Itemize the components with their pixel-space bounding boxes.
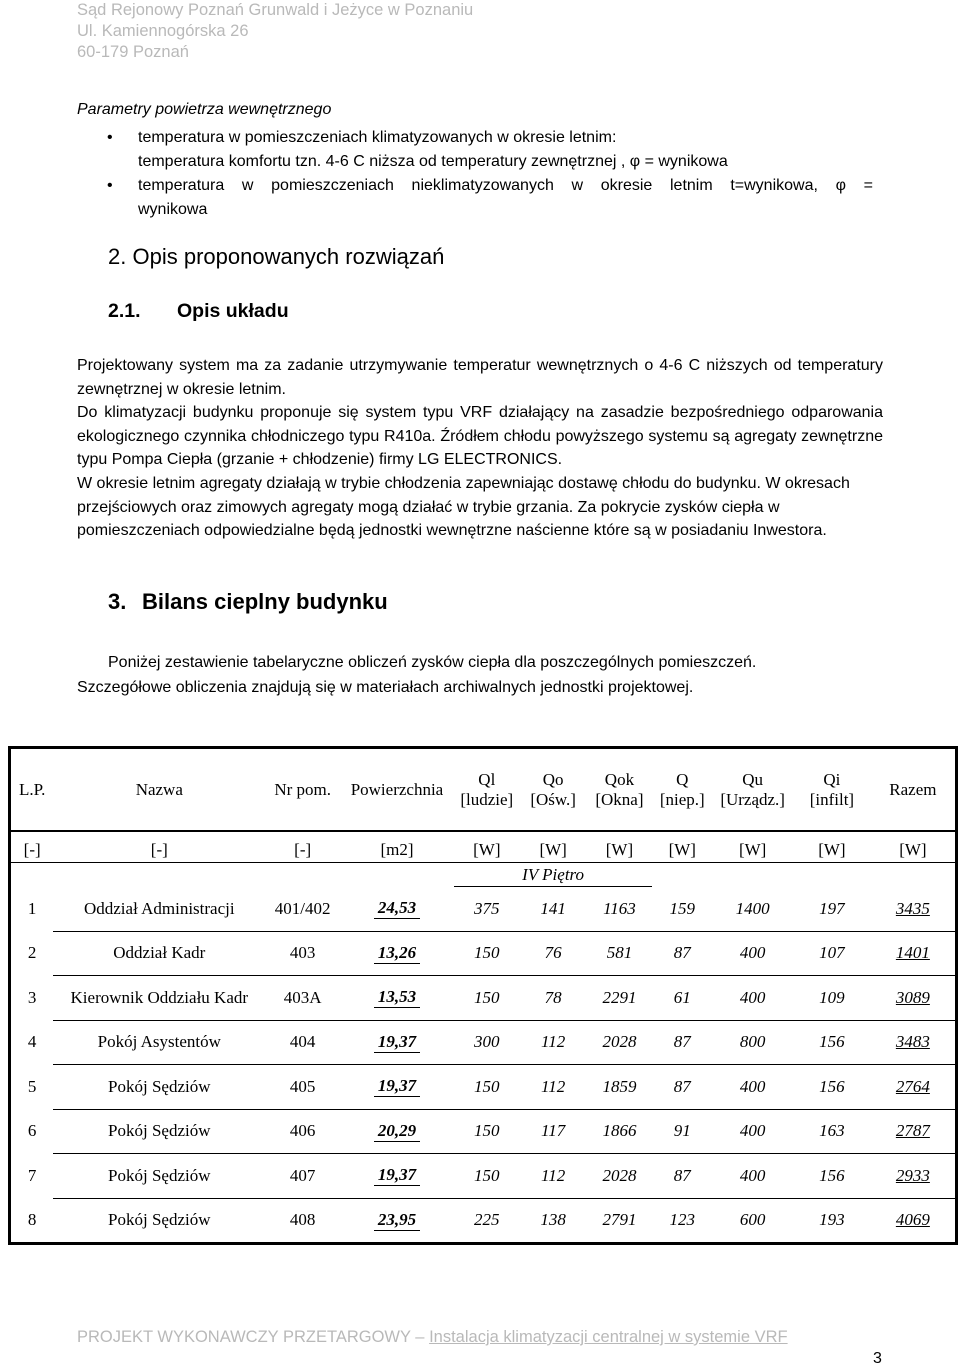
column-header xyxy=(793,748,871,832)
page-footer xyxy=(77,1328,788,1347)
cell-qo: 112 xyxy=(520,1020,587,1065)
paragraph: Do klimatyzacji budynku proponuje się system typu VRF działający na zasadzie bezpośredniego odparowania ekologicznego czynnika chłodniczego typu R410a. Źródłem chłodu powyższego systemu są agregaty zewnętrzne typu Pompa Ciepła (grzanie + chłodzenie) firmy LG ELECTRONICS. xyxy=(77,404,883,469)
header-city: 60-179 Poznań xyxy=(77,43,189,61)
section-title: Bilans cieplny budynku xyxy=(142,589,388,614)
cell-qi: 163 xyxy=(793,1109,871,1154)
table-row xyxy=(10,1198,957,1244)
cell-qo: 117 xyxy=(520,1109,587,1154)
unit-cell: [W] xyxy=(587,831,653,863)
cell-sum: 3435 xyxy=(871,887,957,932)
cell-area-value: 13,26 xyxy=(374,943,420,964)
cell-q: 61 xyxy=(652,976,712,1021)
cell-area-value: 19,37 xyxy=(374,1165,420,1186)
cell-sum: 3483 xyxy=(871,1020,957,1065)
cell-qu: 600 xyxy=(712,1198,793,1244)
cell-ql: 150 xyxy=(454,976,520,1021)
list-item xyxy=(77,174,873,222)
column-header xyxy=(53,748,265,832)
indoor-params-list xyxy=(77,126,873,222)
spacer-cell xyxy=(712,863,793,887)
cell-qo: 138 xyxy=(520,1198,587,1244)
cell-q: 87 xyxy=(652,1065,712,1110)
cell-room-number: 406 xyxy=(265,1109,340,1154)
spacer-cell xyxy=(10,863,54,887)
paragraph: Projektowany system ma za zadanie utrzymywanie temperatur wewnętrznych o 4-6 C niższych od temperatury zewnętrznej w okresie letnim. xyxy=(77,357,883,398)
column-header-label: Ql xyxy=(478,769,496,789)
column-header xyxy=(652,748,712,832)
paragraph: W okresie letnim agregaty działają w trybie chłodzenia zapewniając dostawę chłodu do budynku. W okresach przejściowych oraz zimowych agregaty mogą działać w trybie grzania. Za pokrycie zysków ciepła w pomieszczeniach odpowiedzialne będą jednostki wewnętrzne naścienne które są w posiadaniu Inwestora. xyxy=(77,474,850,540)
cell-qu: 400 xyxy=(712,931,793,976)
cell-area-value: 24,53 xyxy=(374,898,420,919)
cell-area xyxy=(340,1198,454,1244)
column-header-label: Qok xyxy=(604,769,635,789)
column-header-sublabel: [Okna] xyxy=(595,789,644,809)
cell-room-number: 403A xyxy=(265,976,340,1021)
column-header xyxy=(340,748,454,832)
cell-ql: 150 xyxy=(454,1065,520,1110)
cell-ql: 225 xyxy=(454,1198,520,1244)
footer-project: PROJEKT WYKONAWCZY PRZETARGOWY xyxy=(77,1328,411,1346)
spacer-cell xyxy=(53,863,265,887)
cell-qok: 1866 xyxy=(587,1109,653,1154)
unit-cell: [W] xyxy=(712,831,793,863)
column-header xyxy=(265,748,340,832)
cell-q: 91 xyxy=(652,1109,712,1154)
cell-qok: 2028 xyxy=(587,1154,653,1199)
bullet-text-line: wynikowa xyxy=(138,201,208,218)
footer-title: Instalacja klimatyzacji centralnej w systemie VRF xyxy=(429,1328,788,1346)
cell-lp: 1 xyxy=(27,898,37,918)
column-header-sublabel: [Ośw.] xyxy=(530,789,576,809)
cell-area xyxy=(340,1109,454,1154)
cell-area xyxy=(340,1154,454,1199)
cell-ql: 375 xyxy=(454,887,520,932)
bullet-text-line: temperatura komfortu tzn. 4-6 C niższa od temperatury zewnętrznej , φ = wynikowa xyxy=(138,153,728,170)
table-row xyxy=(10,1109,957,1154)
bullet-icon: • xyxy=(107,129,113,146)
cell-sum: 1401 xyxy=(871,931,957,976)
cell-name: Pokój Asystentów xyxy=(53,1020,265,1065)
cell-name: Pokój Sędziów xyxy=(53,1198,265,1244)
section-number: 2. xyxy=(108,244,127,269)
cell-area-value: 23,95 xyxy=(374,1210,420,1231)
cell-qo: 76 xyxy=(520,931,587,976)
cell-ql: 150 xyxy=(454,1109,520,1154)
cell-room-number: 403 xyxy=(265,931,340,976)
cell-qok: 581 xyxy=(587,931,653,976)
cell-lp: 5 xyxy=(27,1076,37,1096)
footer-separator: – xyxy=(415,1328,425,1346)
cell-qok: 2028 xyxy=(587,1020,653,1065)
column-header-label: Q xyxy=(676,769,689,789)
cell-sum: 2764 xyxy=(871,1065,957,1110)
cell-qu: 400 xyxy=(712,1109,793,1154)
table-floor-row xyxy=(10,863,957,887)
spacer-cell xyxy=(265,863,340,887)
cell-qo: 112 xyxy=(520,1154,587,1199)
cell-name: Pokój Sędziów xyxy=(53,1109,265,1154)
spacer-cell xyxy=(340,863,454,887)
section-heading-3 xyxy=(108,589,388,615)
cell-sum: 2933 xyxy=(871,1154,957,1199)
cell-qu: 400 xyxy=(712,1154,793,1199)
cell-qok: 2791 xyxy=(587,1198,653,1244)
table-row xyxy=(10,1154,957,1199)
table-row xyxy=(10,931,957,976)
unit-cell: [-] xyxy=(265,831,340,863)
section-number: 2.1. xyxy=(108,300,141,322)
column-header-label: Qu xyxy=(742,769,764,789)
column-header-label: Powierzchnia xyxy=(350,779,444,799)
unit-cell: [-] xyxy=(10,831,54,863)
cell-lp: 6 xyxy=(27,1121,37,1141)
cell-ql: 150 xyxy=(454,931,520,976)
heat-balance-intro xyxy=(77,650,883,700)
section-heading-2-1 xyxy=(108,300,289,323)
section-heading-2 xyxy=(108,244,444,270)
table-row xyxy=(10,976,957,1021)
cell-qi: 156 xyxy=(793,1020,871,1065)
cell-q: 159 xyxy=(652,887,712,932)
column-header-sublabel: [ludzie] xyxy=(460,789,514,809)
paragraph: Szczegółowe obliczenia znajdują się w materiałach archiwalnych jednostki projektowej. xyxy=(77,679,694,696)
cell-name: Pokój Sędziów xyxy=(53,1154,265,1199)
bullet-text-line: temperatura w pomieszczeniach nieklimatyzowanych w okresie letnim t=wynikowa, φ = xyxy=(138,177,873,194)
cell-area-value: 19,37 xyxy=(374,1076,420,1097)
cell-name: Oddział Administracji xyxy=(53,887,265,932)
cell-lp: 7 xyxy=(27,1165,37,1185)
cell-q: 87 xyxy=(652,1020,712,1065)
cell-qok: 2291 xyxy=(587,976,653,1021)
unit-cell: [-] xyxy=(53,831,265,863)
table-row xyxy=(10,1020,957,1065)
column-header xyxy=(454,748,520,832)
cell-qu: 1400 xyxy=(712,887,793,932)
unit-cell: [W] xyxy=(520,831,587,863)
page-header xyxy=(77,0,473,63)
cell-room-number: 407 xyxy=(265,1154,340,1199)
cell-area xyxy=(340,931,454,976)
heat-balance-table xyxy=(8,746,958,1245)
cell-q: 87 xyxy=(652,1154,712,1199)
cell-sum: 4069 xyxy=(871,1198,957,1244)
table-units-row xyxy=(10,831,957,863)
cell-qo: 112 xyxy=(520,1065,587,1110)
spacer-cell xyxy=(793,863,871,887)
unit-cell: [W] xyxy=(454,831,520,863)
cell-area xyxy=(340,1020,454,1065)
column-header xyxy=(712,748,793,832)
cell-room-number: 405 xyxy=(265,1065,340,1110)
cell-q: 87 xyxy=(652,931,712,976)
cell-qi: 156 xyxy=(793,1065,871,1110)
column-header xyxy=(871,748,957,832)
indoor-params-title: Parametry powietrza wewnętrznego xyxy=(77,101,332,118)
unit-cell: [W] xyxy=(793,831,871,863)
cell-room-number: 408 xyxy=(265,1198,340,1244)
bullet-icon: • xyxy=(107,177,113,194)
header-street: Ul. Kamiennogórska 26 xyxy=(77,22,249,40)
cell-qu: 400 xyxy=(712,1065,793,1110)
cell-qi: 197 xyxy=(793,887,871,932)
cell-sum: 2787 xyxy=(871,1109,957,1154)
cell-qo: 141 xyxy=(520,887,587,932)
cell-area-value: 20,29 xyxy=(374,1121,420,1142)
table-row xyxy=(10,1065,957,1110)
cell-q: 123 xyxy=(652,1198,712,1244)
cell-qi: 107 xyxy=(793,931,871,976)
page-number: 3 xyxy=(873,1350,882,1367)
unit-cell: [W] xyxy=(652,831,712,863)
column-header-label: L.P. xyxy=(18,779,46,799)
column-header-label: Qi xyxy=(823,769,841,789)
bullet-text-line: temperatura w pomieszczeniach klimatyzowanych w okresie letnim: xyxy=(138,129,617,146)
cell-qi: 109 xyxy=(793,976,871,1021)
cell-area xyxy=(340,1065,454,1110)
floor-label: IV Piętro xyxy=(454,863,653,887)
section-title: Opis układu xyxy=(177,300,289,322)
cell-qi: 193 xyxy=(793,1198,871,1244)
column-header-sublabel: [Urządz.] xyxy=(720,789,785,809)
spacer-cell xyxy=(871,863,957,887)
spacer-cell xyxy=(652,863,712,887)
cell-name: Pokój Sędziów xyxy=(53,1065,265,1110)
cell-area xyxy=(340,887,454,932)
cell-qok: 1859 xyxy=(587,1065,653,1110)
column-header-label: Qo xyxy=(542,769,564,789)
paragraph: Poniżej zestawienie tabelaryczne obliczeń zysków ciepła dla poszczególnych pomieszczeń. xyxy=(108,654,757,671)
cell-qo: 78 xyxy=(520,976,587,1021)
cell-lp: 3 xyxy=(27,987,37,1007)
section-title: Opis proponowanych rozwiązań xyxy=(132,244,445,269)
column-header-label: Nr pom. xyxy=(274,779,331,799)
column-header-label: Nazwa xyxy=(135,779,183,799)
header-court-name: Sąd Rejonowy Poznań Grunwald i Jeżyce w Poznaniu xyxy=(77,1,474,19)
list-item xyxy=(77,126,873,174)
section-number: 3. xyxy=(108,589,127,614)
column-header-label: Razem xyxy=(889,779,937,799)
unit-cell: [m2] xyxy=(340,831,454,863)
cell-qu: 400 xyxy=(712,976,793,1021)
unit-cell: [W] xyxy=(871,831,957,863)
cell-ql: 150 xyxy=(454,1154,520,1199)
cell-area xyxy=(340,976,454,1021)
column-header-sublabel: [infilt] xyxy=(809,789,855,809)
cell-name: Kierownik Oddziału Kadr xyxy=(53,976,265,1021)
cell-room-number: 401/402 xyxy=(265,887,340,932)
cell-qi: 156 xyxy=(793,1154,871,1199)
table-header-row xyxy=(10,748,957,832)
cell-lp: 8 xyxy=(27,1210,37,1229)
cell-name: Oddział Kadr xyxy=(53,931,265,976)
column-header xyxy=(520,748,587,832)
column-header xyxy=(587,748,653,832)
cell-area-value: 13,53 xyxy=(374,987,420,1008)
cell-lp: 4 xyxy=(27,1032,37,1052)
cell-sum: 3089 xyxy=(871,976,957,1021)
table-row xyxy=(10,887,957,932)
cell-qok: 1163 xyxy=(587,887,653,932)
column-header xyxy=(10,748,54,832)
cell-room-number: 404 xyxy=(265,1020,340,1065)
system-description xyxy=(77,354,883,543)
cell-qu: 800 xyxy=(712,1020,793,1065)
cell-area-value: 19,37 xyxy=(374,1032,420,1053)
cell-ql: 300 xyxy=(454,1020,520,1065)
cell-lp: 2 xyxy=(27,943,37,963)
column-header-sublabel: [niep.] xyxy=(659,789,705,809)
